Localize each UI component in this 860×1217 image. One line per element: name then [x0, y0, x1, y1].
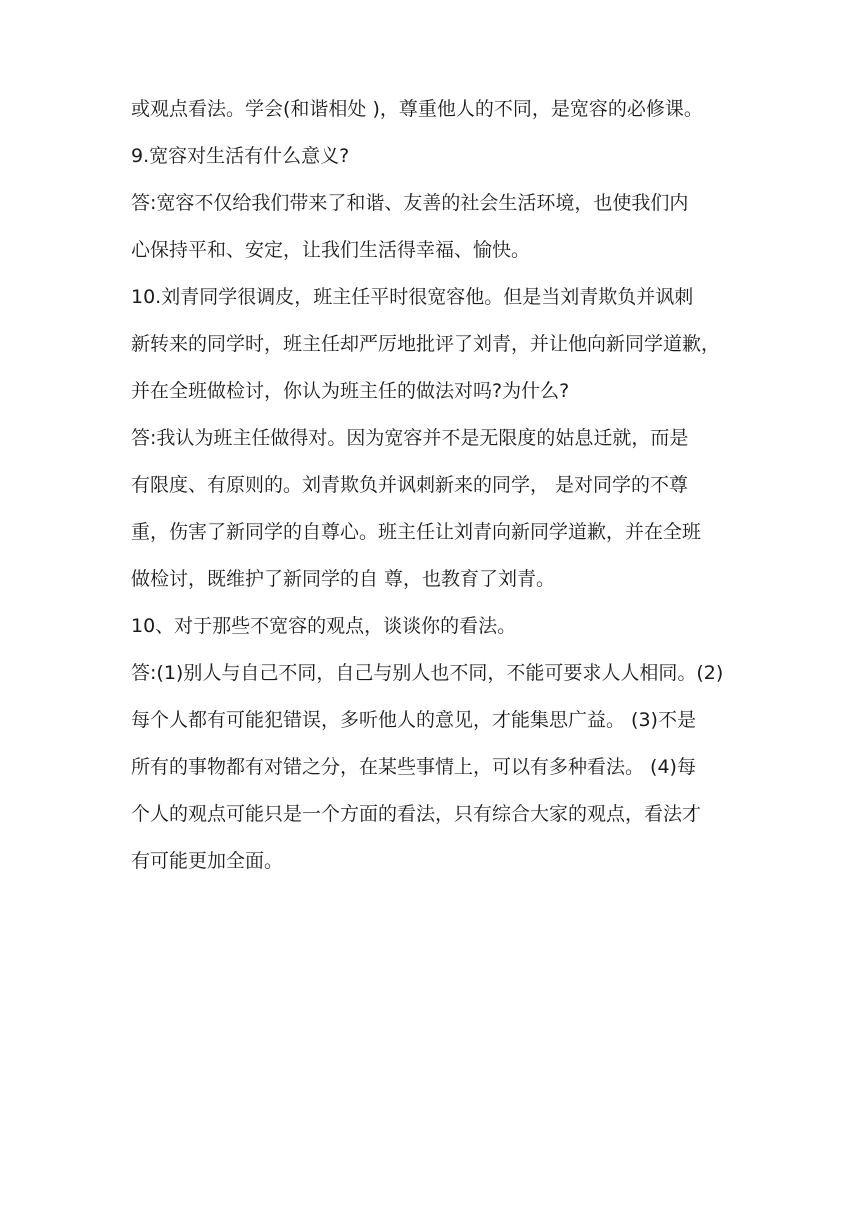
answer-10-line: 重，伤害了新同学的自尊心。班主任让刘青向新同学道歉，并在全班 [131, 521, 702, 543]
answer-10b-line: 个人的观点可能只是一个方面的看法，只有综合大家的观点，看法才 [131, 803, 702, 825]
document-body [131, 86, 751, 885]
question-10-line: 并在全班做检讨，你认为班主任的做法对吗?为什么? [131, 380, 570, 402]
question-10b: 10、对于那些不宽容的观点，谈谈你的看法。 [131, 615, 517, 637]
question-10-line: 10.刘青同学很调皮，班主任平时很宽容他。但是当刘青欺负并讽刺 [131, 286, 694, 308]
answer-10b-line: 有可能更加全面。 [131, 850, 284, 872]
answer-10-line: 有限度、有原则的。刘青欺负并讽刺新来的同学， 是对同学的不尊 [131, 474, 689, 496]
question-9: 9.宽容对生活有什么意义? [131, 145, 350, 167]
answer-9-line: 心保持平和、安定，让我们生活得幸福、愉快。 [131, 239, 531, 261]
answer-10b-line: 所有的事物都有对错之分，在某些事情上，可以有多种看法。 (4)每 [131, 756, 696, 778]
text-line: 或观点看法。学会(和谐相处 )，尊重他人的不同，是宽容的必修课。 [131, 98, 703, 120]
answer-10b-line: 每个人都有可能犯错误，多听他人的意见，才能集思广益。 (3)不是 [131, 709, 696, 731]
answer-10b-line: 答:(1)别人与自己不同，自己与别人也不同，不能可要求人人相同。(2) [131, 662, 724, 684]
answer-10-line: 做检讨，既维护了新同学的自 尊，也教育了刘青。 [131, 568, 556, 590]
question-10-line: 新转来的同学时，班主任却严厉地批评了刘青，并让他向新同学道歉， [131, 333, 721, 355]
answer-9-line: 答:宽容不仅给我们带来了和谐、友善的社会生活环境，也使我们内 [131, 192, 689, 214]
answer-10-line: 答:我认为班主任做得对。因为宽容并不是无限度的姑息迁就，而是 [131, 427, 689, 449]
